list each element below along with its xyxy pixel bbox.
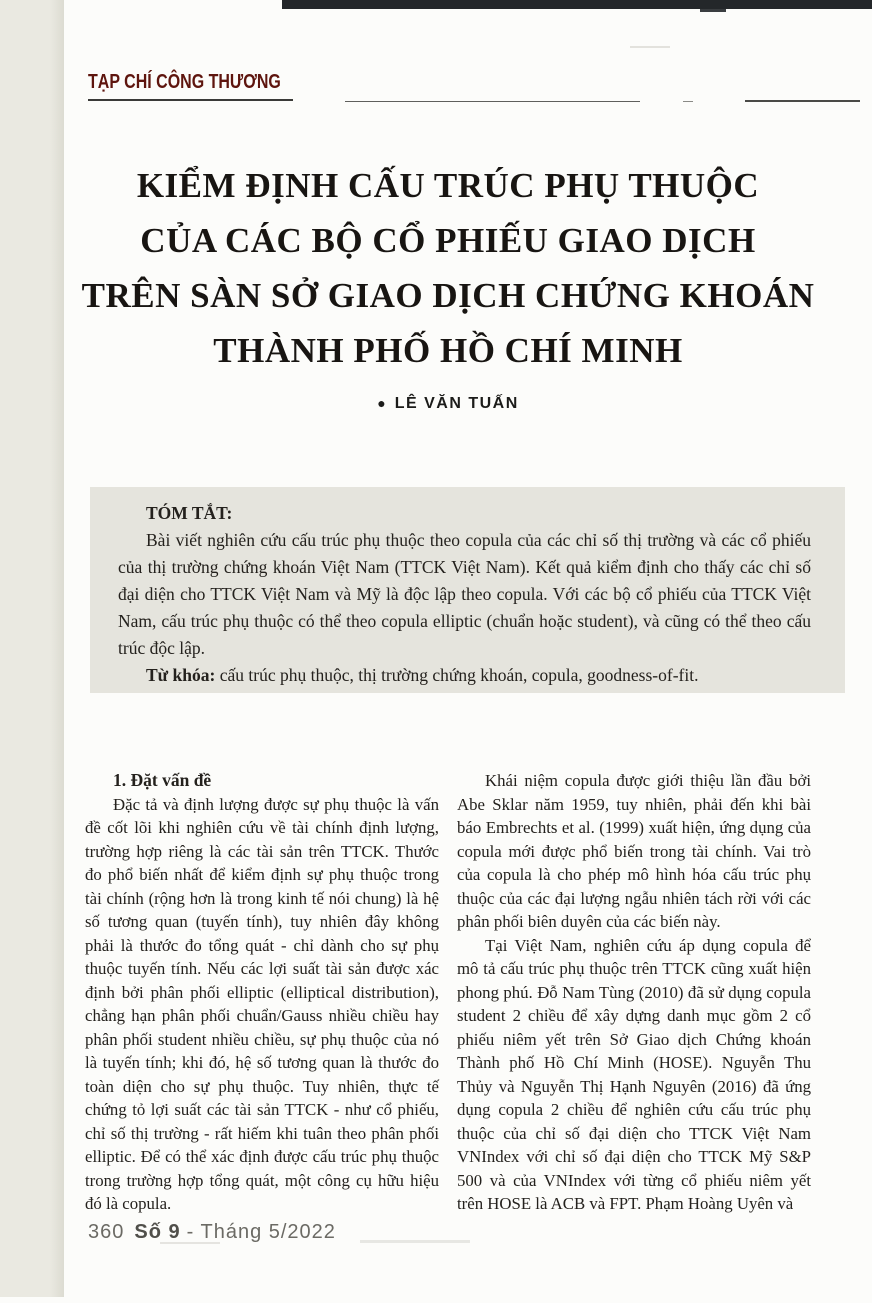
right-paragraph-1: Khái niệm copula được giới thiệu lần đầu bởi Abe Sklar năm 1959, tuy nhiên, phải đến khi bài báo Embrechts et al. (1999) xuất hiện, ứng dụng của copula mới được phổ biến trong tài chính. Vai trò của copula là cho phép mô hình hóa cấu trúc phụ thuộc của các đại lượng ngẫu nhiên tách rời với các phân phối biên duyên của các biến này. <box>457 771 811 931</box>
scan-left-edge-strip <box>0 0 64 1297</box>
author-bullet-icon: ● <box>377 395 386 411</box>
right-column <box>457 769 811 1216</box>
masthead-underline <box>88 99 293 101</box>
keywords-line <box>118 662 811 689</box>
keywords-label: Từ khóa: <box>146 665 216 685</box>
header-rule-segment <box>683 101 693 102</box>
abstract-heading: TÓM TẮT: <box>146 503 233 523</box>
abstract-section <box>90 487 845 693</box>
author-line <box>80 395 816 413</box>
issue-date: - Tháng 5/2022 <box>186 1221 336 1243</box>
scan-artifact <box>700 9 726 12</box>
article-body <box>85 769 812 1216</box>
article-title-line-4: THÀNH PHỐ HỒ CHÍ MINH <box>213 331 683 370</box>
keywords-text: cấu trúc phụ thuộc, thị trường chứng khoán, copula, goodness-of-fit. <box>215 665 699 685</box>
author-name: LÊ VĂN TUẤN <box>394 395 519 412</box>
scan-artifact <box>630 46 670 48</box>
page-number: 360 <box>88 1221 125 1243</box>
abstract-body: Bài viết nghiên cứu cấu trúc phụ thuộc theo copula của các chỉ số thị trường và các cổ phiếu của thị trường chứng khoán Việt Nam (TTCK Việt Nam). Kết quả kiểm định cho thấy các chỉ số đại diện cho TTCK Việt Nam và Mỹ là độc lập theo copula. Với các bộ cổ phiếu của TTCK Việt Nam, cấu trúc phụ thuộc có thể theo copula elliptic (chuẩn hoặc student), và cũng có thể theo cấu trúc độc lập. <box>118 530 811 658</box>
section-1-heading: 1. Đặt vấn đề <box>113 770 212 790</box>
section-1-paragraph: Đặc tả và định lượng được sự phụ thuộc là vấn đề cốt lõi khi nghiên cứu về tài chính định lượng, trường hợp riêng là các tài sản trên TTCK. Thước đo phổ biến nhất để kiểm định sự phụ thuộc trong tài chính (rộng hơn là trong kinh tế nói chung) là hệ số tương quan (tuyến tính), tuy nhiên đây không phải là thước đo tổng quát - chỉ dành cho sự phụ thuộc tuyến tính. Nếu các lợi suất tài sản được xác định bởi phân phối elliptic (elliptical distribution), chẳng hạn phân phối chuẩn/Gauss nhiều chiều hay phân phối student nhiều chiều, sự phụ thuộc của nó là tuyến tính; khi đó, hệ số tương quan là thước đo toàn diện cho sự phụ thuộc. Tuy nhiên, thực tế chứng tỏ lợi suất các tài sản TTCK - như cổ phiếu, chỉ số thị trường - rất hiếm khi tuân theo phân phối elliptic. Để có thể xác định được cấu trúc phụ thuộc trong trường hợp tổng quát, một công cụ hữu hiệu đó là copula. <box>85 794 439 1213</box>
scan-artifact <box>360 1240 470 1243</box>
issue-number: Số 9 <box>134 1221 181 1243</box>
article-title-line-3: TRÊN SÀN SỞ GIAO DỊCH CHỨNG KHOÁN <box>81 276 815 315</box>
article-title-line-2: CỦA CÁC BỘ CỔ PHIẾU GIAO DỊCH <box>140 221 756 260</box>
right-paragraph-2: Tại Việt Nam, nghiên cứu áp dụng copula để mô tả cấu trúc phụ thuộc trên TTCK cũng xuất hiện phong phú. Đỗ Nam Tùng (2010) đã sử dụng copula student 2 chiều để xây dựng danh mục gồm 2 cổ phiếu niêm yết trên Sở Giao dịch Chứng khoán Thành phố Hồ Chí Minh (HOSE). Nguyễn Thu Thủy và Nguyễn Thị Hạnh Nguyên (2016) đã ứng dụng copula 2 chiều để nghiên cứu cấu trúc phụ thuộc của chỉ số đại diện cho TTCK Việt Nam VNIndex với chỉ số đại diện cho TTCK Mỹ S&P 500 và của VNIndex với từng cổ phiếu niêm yết trên HOSE là ACB và FPT. Phạm Hoàng Uyên và <box>457 935 811 1213</box>
page-footer <box>88 1221 336 1244</box>
header-rule-segment <box>345 101 640 102</box>
scan-top-black-bar <box>282 0 872 9</box>
left-column <box>85 769 439 1216</box>
article-title-line-1: KIỂM ĐỊNH CẤU TRÚC PHỤ THUỘC <box>136 166 760 205</box>
journal-masthead: TẠP CHÍ CÔNG THƯƠNG <box>88 71 281 93</box>
article-title <box>80 158 816 378</box>
header-rule-segment <box>745 100 860 102</box>
